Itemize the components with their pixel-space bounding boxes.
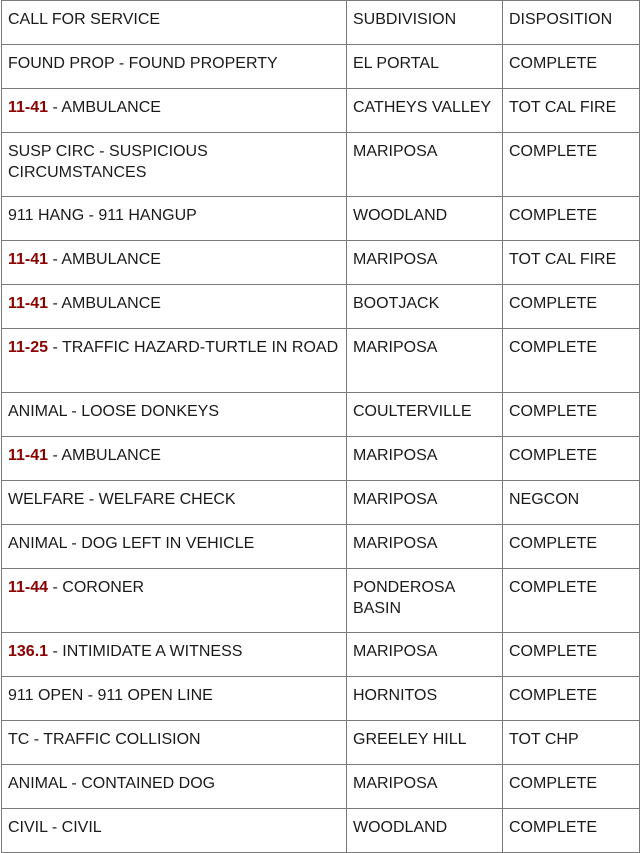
- call-description: 911 OPEN - 911 OPEN LINE: [8, 687, 213, 704]
- table-row: [2, 765, 640, 809]
- disposition-cell: COMPLETE: [503, 633, 640, 677]
- disposition-cell: TOT CAL FIRE: [503, 89, 640, 133]
- header-call-for-service: CALL FOR SERVICE: [2, 1, 347, 45]
- table-row: [2, 393, 640, 437]
- disposition-cell: COMPLETE: [503, 133, 640, 197]
- call-code: 11-44: [8, 579, 49, 596]
- table-row: [2, 241, 640, 285]
- call-code: 11-41: [8, 447, 49, 464]
- table-row: [2, 677, 640, 721]
- table-row: [2, 569, 640, 633]
- call-description: ANIMAL - DOG LEFT IN VEHICLE: [8, 535, 255, 552]
- call-description: CIVIL - CIVIL: [8, 819, 102, 836]
- call-description: - AMBULANCE: [48, 295, 161, 312]
- call-for-service-cell: [2, 765, 347, 809]
- table-row: [2, 133, 640, 197]
- call-description: TC - TRAFFIC COLLISION: [8, 731, 201, 748]
- disposition-cell: COMPLETE: [503, 765, 640, 809]
- call-for-service-cell: [2, 437, 347, 481]
- call-for-service-cell: [2, 329, 347, 393]
- disposition-cell: COMPLETE: [503, 45, 640, 89]
- call-for-service-cell: [2, 809, 347, 853]
- call-description: - AMBULANCE: [48, 99, 161, 116]
- subdivision-cell: HORNITOS: [347, 677, 503, 721]
- call-description: - TRAFFIC HAZARD-TURTLE IN ROAD: [48, 339, 339, 356]
- header-disposition: DISPOSITION: [503, 1, 640, 45]
- table-row: [2, 481, 640, 525]
- call-for-service-cell: [2, 569, 347, 633]
- call-code: 11-41: [8, 251, 49, 268]
- subdivision-cell: COULTERVILLE: [347, 393, 503, 437]
- call-for-service-cell: [2, 393, 347, 437]
- table-row: [2, 437, 640, 481]
- subdivision-cell: CATHEYS VALLEY: [347, 89, 503, 133]
- call-description: ANIMAL - CONTAINED DOG: [8, 775, 216, 792]
- disposition-cell: COMPLETE: [503, 809, 640, 853]
- subdivision-cell: MARIPOSA: [347, 481, 503, 525]
- disposition-cell: COMPLETE: [503, 285, 640, 329]
- subdivision-cell: BOOTJACK: [347, 285, 503, 329]
- subdivision-cell: MARIPOSA: [347, 133, 503, 197]
- call-description: - AMBULANCE: [48, 447, 161, 464]
- disposition-cell: TOT CAL FIRE: [503, 241, 640, 285]
- table-row: [2, 329, 640, 393]
- table-row: [2, 197, 640, 241]
- subdivision-cell: EL PORTAL: [347, 45, 503, 89]
- table-row: [2, 809, 640, 853]
- call-description: SUSP CIRC - SUSPICIOUS CIRCUMSTANCES: [8, 143, 208, 181]
- header-row: [2, 1, 640, 45]
- disposition-cell: COMPLETE: [503, 525, 640, 569]
- call-for-service-cell: [2, 241, 347, 285]
- call-description: WELFARE - WELFARE CHECK: [8, 491, 236, 508]
- disposition-cell: COMPLETE: [503, 197, 640, 241]
- header-subdivision: SUBDIVISION: [347, 1, 503, 45]
- call-description: FOUND PROP - FOUND PROPERTY: [8, 55, 278, 72]
- call-code: 11-41: [8, 99, 49, 116]
- subdivision-cell: PONDEROSA BASIN: [347, 569, 503, 633]
- call-description: - INTIMIDATE A WITNESS: [48, 643, 243, 660]
- subdivision-cell: WOODLAND: [347, 197, 503, 241]
- subdivision-cell: MARIPOSA: [347, 633, 503, 677]
- table-row: [2, 89, 640, 133]
- call-code: 11-25: [8, 339, 49, 356]
- subdivision-cell: MARIPOSA: [347, 525, 503, 569]
- table-row: [2, 721, 640, 765]
- call-for-service-cell: [2, 633, 347, 677]
- call-for-service-cell: [2, 133, 347, 197]
- call-for-service-cell: [2, 677, 347, 721]
- table-row: [2, 45, 640, 89]
- table-row: [2, 285, 640, 329]
- subdivision-cell: MARIPOSA: [347, 437, 503, 481]
- disposition-cell: COMPLETE: [503, 437, 640, 481]
- call-for-service-cell: [2, 45, 347, 89]
- table-row: [2, 633, 640, 677]
- table-row: [2, 525, 640, 569]
- subdivision-cell: GREELEY HILL: [347, 721, 503, 765]
- call-code: 11-41: [8, 295, 49, 312]
- call-for-service-cell: [2, 89, 347, 133]
- call-for-service-cell: [2, 525, 347, 569]
- disposition-cell: COMPLETE: [503, 393, 640, 437]
- disposition-cell: TOT CHP: [503, 721, 640, 765]
- subdivision-cell: MARIPOSA: [347, 329, 503, 393]
- disposition-cell: COMPLETE: [503, 329, 640, 393]
- call-description: - CORONER: [48, 579, 145, 596]
- calls-table-body: [2, 1, 640, 853]
- call-description: 911 HANG - 911 HANGUP: [8, 207, 197, 224]
- call-for-service-cell: [2, 197, 347, 241]
- calls-table: [1, 0, 640, 853]
- call-for-service-cell: [2, 481, 347, 525]
- call-for-service-cell: [2, 721, 347, 765]
- call-description: ANIMAL - LOOSE DONKEYS: [8, 403, 220, 420]
- subdivision-cell: WOODLAND: [347, 809, 503, 853]
- call-code: 136.1: [8, 643, 49, 660]
- subdivision-cell: MARIPOSA: [347, 241, 503, 285]
- call-description: - AMBULANCE: [48, 251, 161, 268]
- disposition-cell: NEGCON: [503, 481, 640, 525]
- call-for-service-cell: [2, 285, 347, 329]
- disposition-cell: COMPLETE: [503, 569, 640, 633]
- subdivision-cell: MARIPOSA: [347, 765, 503, 809]
- disposition-cell: COMPLETE: [503, 677, 640, 721]
